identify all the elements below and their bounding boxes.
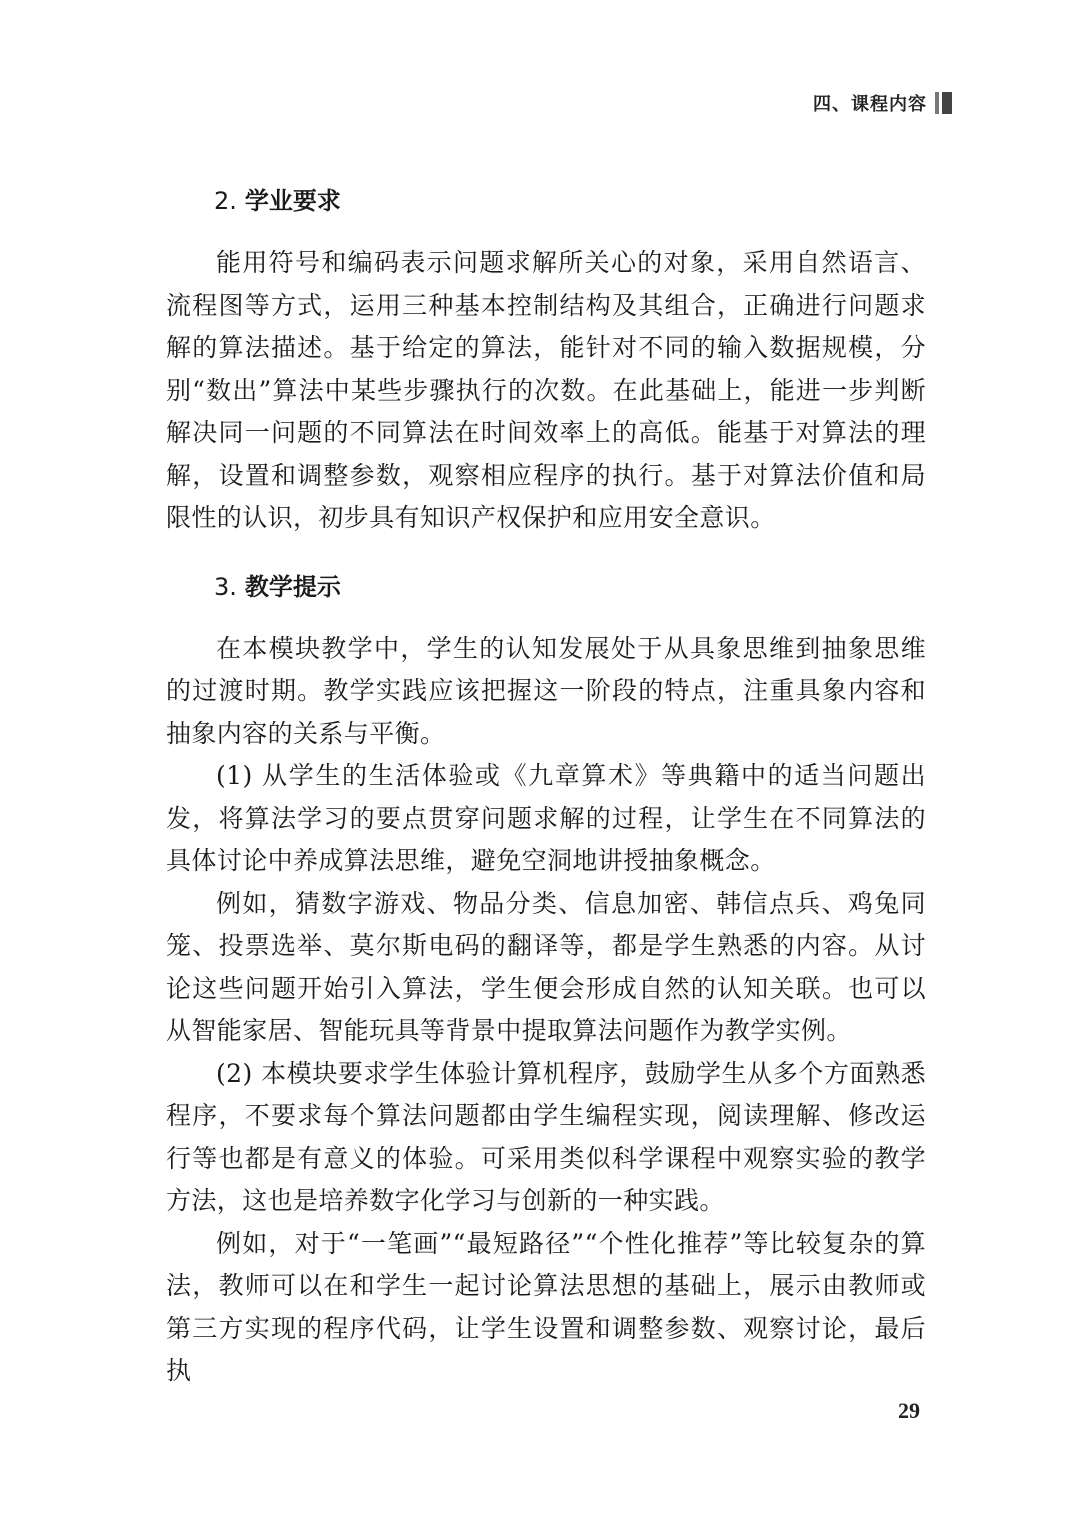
section-heading-academic-requirements — [214, 178, 926, 224]
header-decoration-bars — [935, 92, 952, 114]
paragraph: 能用符号和编码表示问题求解所关心的对象，采用自然语言、流程图等方式，运用三种基本控制结构及其组合，正确进行问题求解的算法描述。基于给定的算法，能针对不同的输入数据规模，分别“数出”算法中某些步骤执行的次数。在此基础上，能进一步判断解决同一问题的不同算法在时间效率上的高低。能基于对算法的理解，设置和调整参数，观察相应程序的执行。基于对算法价值和局限性的认识，初步具有知识产权保护和应用安全意识。 — [166, 248, 926, 532]
section-title: 教学提示 — [244, 572, 341, 601]
section-body-academic-requirements — [166, 242, 926, 540]
paragraph: 例如，对于“一笔画”“最短路径”“个性化推荐”等比较复杂的算法，教师可以在和学生一起讨论算法思想的基础上，展示由教师或第三方实现的程序代码，让学生设置和调整参数、观察讨论，最后执 — [166, 1228, 926, 1385]
header-bar-thick — [942, 92, 952, 114]
section-heading-teaching-tips — [214, 564, 926, 610]
page-number: 29 — [898, 1398, 920, 1423]
paragraph: 例如，猜数字游戏、物品分类、信息加密、韩信点兵、鸡兔同笼、投票选举、莫尔斯电码的翻译等，都是学生熟悉的内容。从讨论这些问题开始引入算法，学生便会形成自然的认知关联。也可以从智能家居、智能玩具等背景中提取算法问题作为教学实例。 — [166, 888, 926, 1045]
chapter-title: 四、课程内容 — [813, 94, 927, 115]
paragraph: (2) 本模块要求学生体验计算机程序，鼓励学生从多个方面熟悉程序，不要求每个算法问题都由学生编程实现，阅读理解、修改运行等也都是有意义的体验。可采用类似科学课程中观察实验的教学方法，这也是培养数字化学习与创新的一种实践。 — [166, 1058, 926, 1215]
paragraph: (1) 从学生的生活体验或《九章算术》等典籍中的适当问题出发，将算法学习的要点贯穿问题求解的过程，让学生在不同算法的具体讨论中养成算法思维，避免空洞地讲授抽象概念。 — [166, 761, 926, 875]
paragraph: 在本模块教学中，学生的认知发展处于从具象思维到抽象思维的过渡时期。教学实践应该把握这一阶段的特点，注重具象内容和抽象内容的关系与平衡。 — [166, 633, 926, 748]
section-number: 3. — [214, 572, 237, 601]
header-bar-thin — [935, 92, 939, 114]
section-number: 2. — [214, 187, 237, 215]
section-body-teaching-tips — [166, 628, 926, 1393]
running-header — [813, 88, 952, 118]
section-title: 学业要求 — [244, 187, 341, 215]
page-content — [166, 178, 926, 1393]
